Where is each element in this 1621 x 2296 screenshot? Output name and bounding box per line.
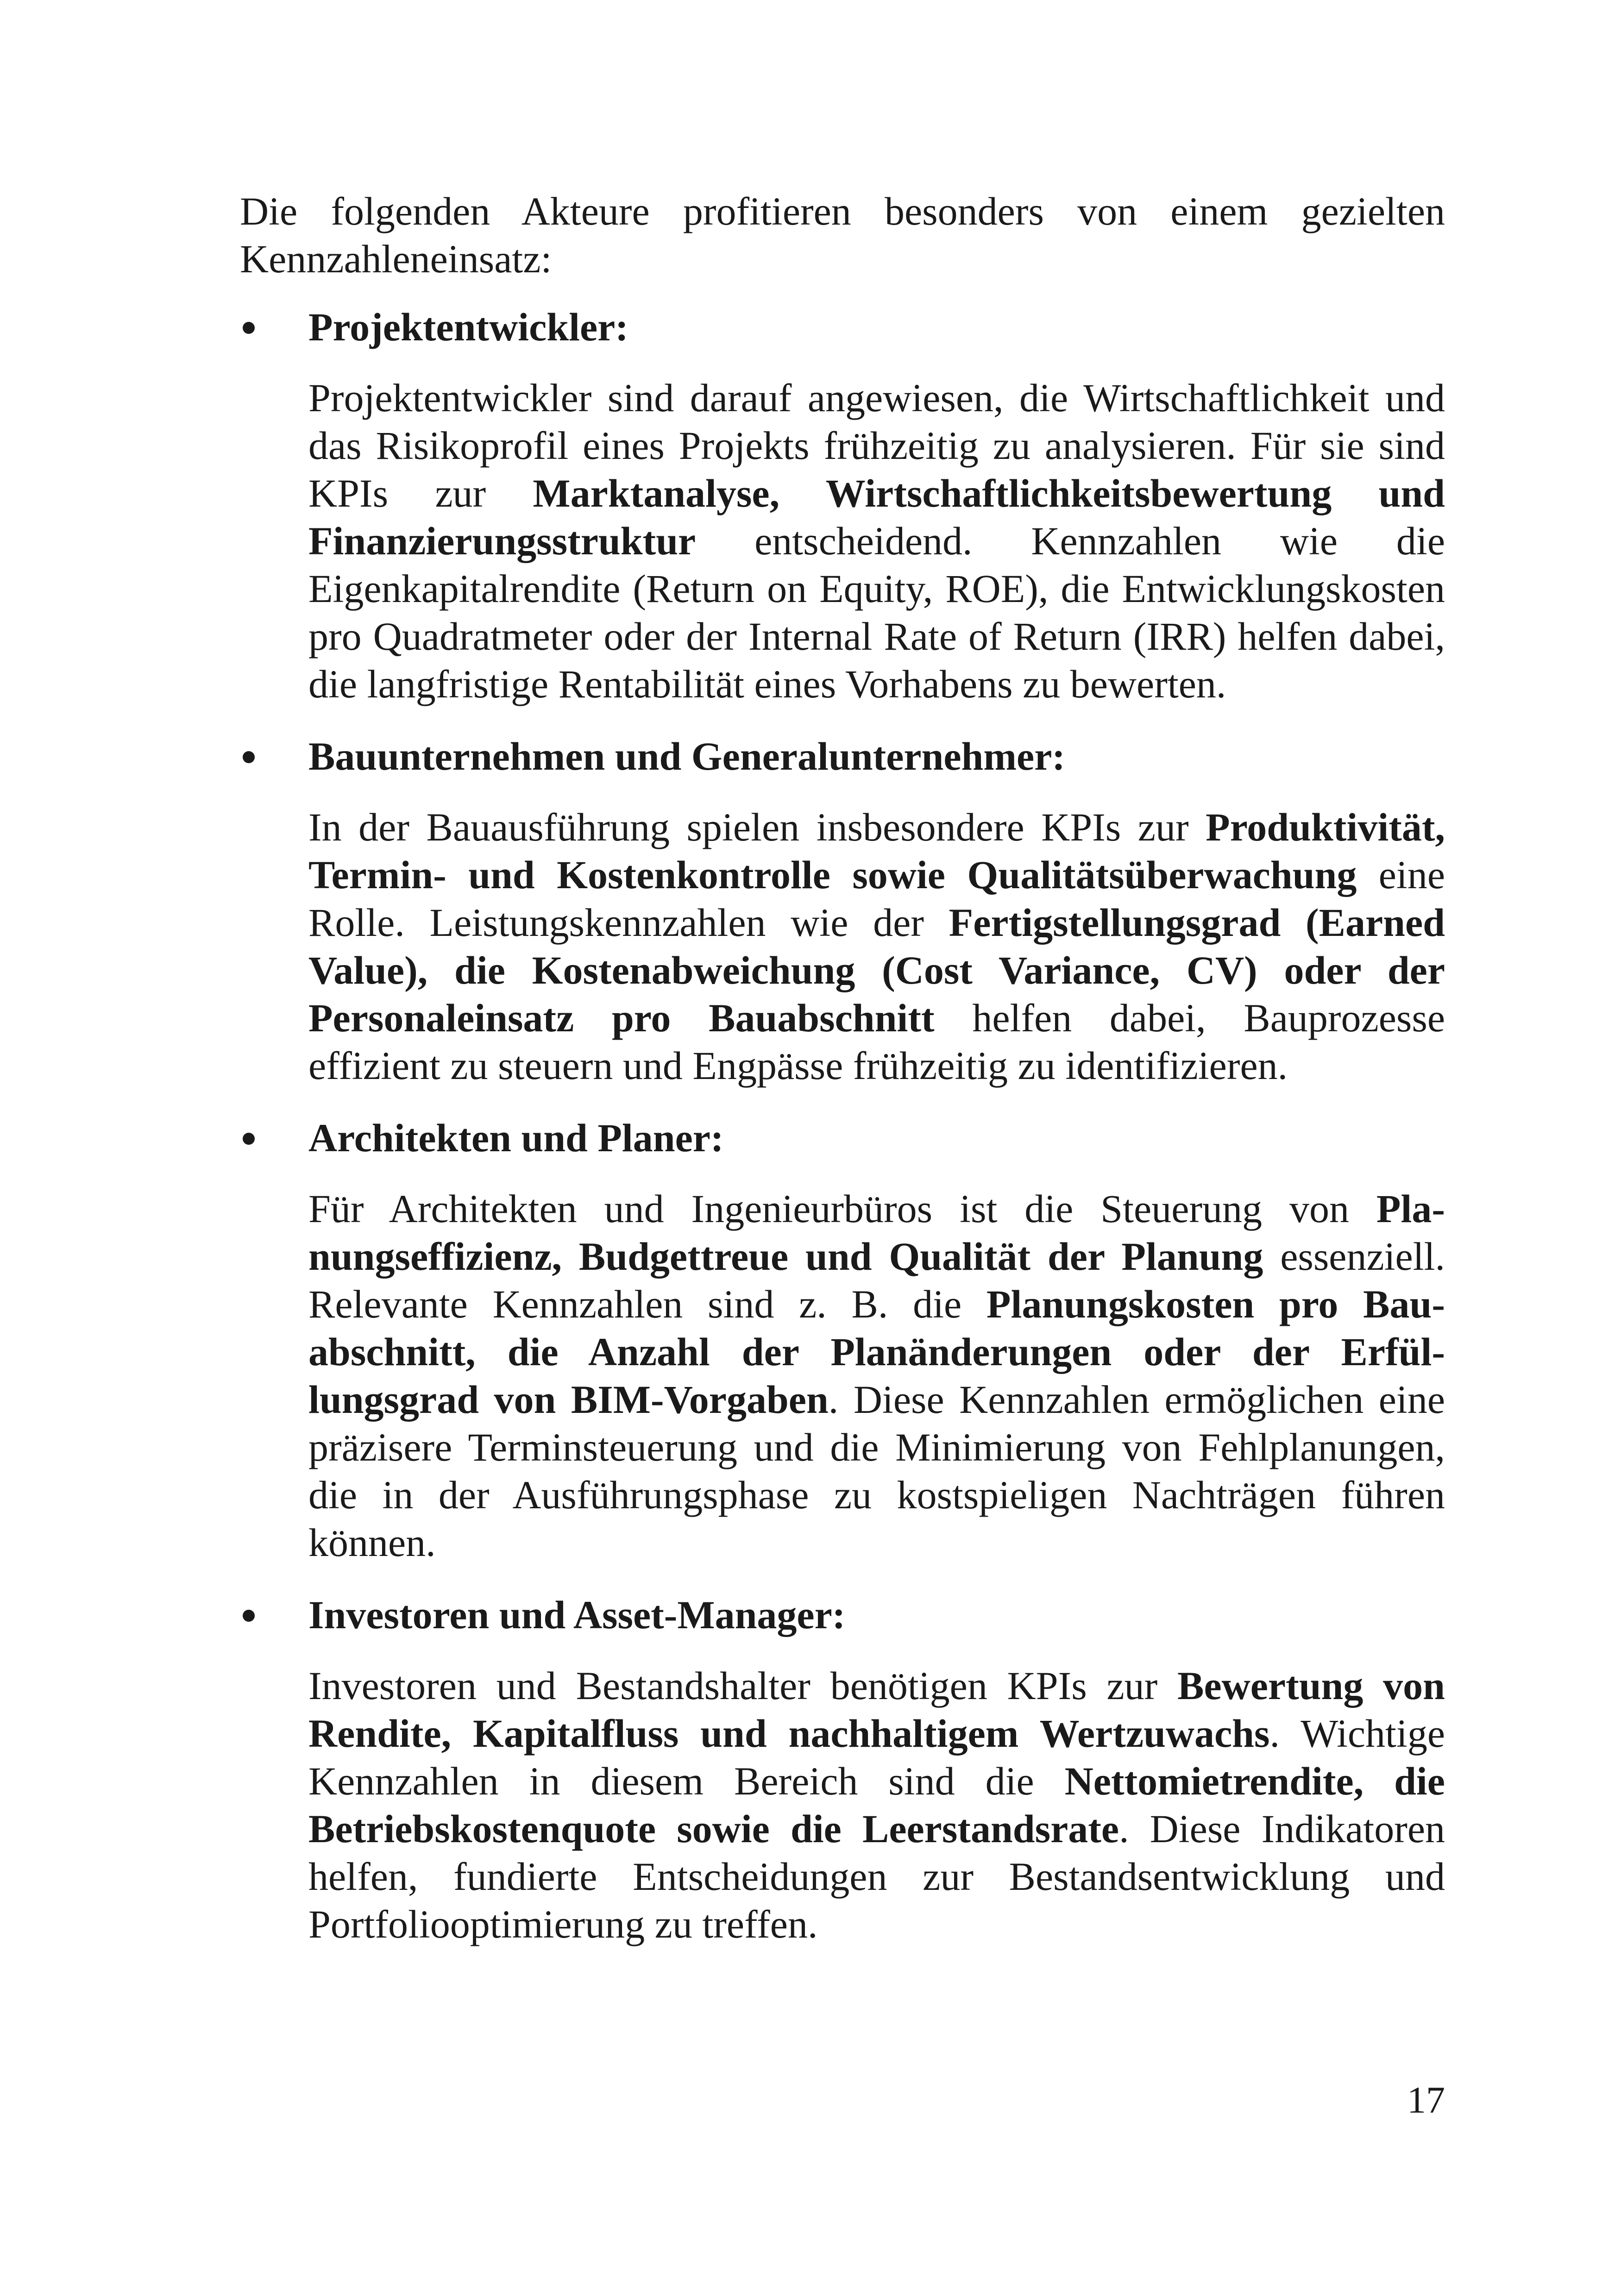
bullet-icon	[243, 1133, 255, 1145]
list-item-projektentwickler	[240, 303, 1445, 708]
item-paragraph	[308, 803, 1445, 1090]
bold-run: Nettomietrendite, die Betriebskostenquote sowie die Leerstandsrate	[308, 1759, 1445, 1851]
text-run: Projektentwickler sind darauf angewiesen, die Wirtschaftlichkeit und das Risikoprofil eines Projekts frühzeitig zu analysieren. Für sie sind KPIs zur	[308, 376, 1445, 515]
bold-run: Fertigstellungsgrad (Earned Value), die Kostenabweichung (Cost Variance, CV) oder der Personaleinsatz pro Bauabschnitt	[308, 900, 1445, 1040]
text-run: eine Rolle. Leistungskennzahlen wie der	[308, 853, 1445, 945]
item-heading: Architekten und Planer:	[308, 1116, 724, 1160]
item-heading: Projektentwickler:	[308, 305, 628, 349]
text-run: In der Bauausführung spielen insbesondere KPIs zur	[308, 805, 1206, 849]
item-heading: Bauunternehmen und Generalunternehmer:	[308, 734, 1065, 778]
text-run: . Diese Kennzahlen ermöglichen eine präzisere Terminsteuerung und die Minimierung von Fehlplanungen, die in der Ausführungsphase zu kostspieligen Nachträgen führen können.	[308, 1377, 1445, 1565]
bold-run: Marktanalyse, Wirtschaftlichkeitsbewertung und Finanzierungsstruktur	[308, 471, 1445, 563]
text-run: entscheidend. Kennzahlen wie die Eigenkapitalrendite (Return on Equity, ROE), die Entwicklungskosten pro Quadratmeter oder der Internal Rate of Return (IRR) helfen dabei, die langfristige Rentabilität eines Vorhabens zu bewerten.	[308, 519, 1445, 706]
list-item-bauunternehmen	[240, 733, 1445, 1090]
text-run: Für Architekten und Ingenieurbüros ist die Steuerung von	[308, 1186, 1376, 1231]
bullet-icon	[243, 751, 255, 763]
text-run: Investoren und Bestandshalter benötigen KPIs zur	[308, 1663, 1178, 1708]
bold-run: Bewertung von Rendite, Kapitalfluss und nachhaltigem Wertzuwachs	[308, 1663, 1445, 1756]
item-paragraph	[308, 1185, 1445, 1567]
item-paragraph	[308, 1662, 1445, 1948]
bold-run: Produktivität, Termin- und Kostenkontrolle sowie Qualitätsüberwachung	[308, 805, 1445, 897]
list-item-investoren	[240, 1591, 1445, 1948]
bold-run: Planungskosten pro Bauabschnitt, die Anzahl der Planänderungen oder der Erfüllungsgrad von BIM-Vorgaben	[308, 1282, 1445, 1422]
bold-run: Planungseffizienz, Budgettreue und Qualität der Planung	[308, 1186, 1445, 1279]
item-heading: Investoren und Asset-Manager:	[308, 1593, 846, 1637]
intro-paragraph: Die folgenden Akteure profitieren besonders von einem gezielten Kennzahleneinsatz:	[240, 189, 1445, 281]
text-run: essenziell. Relevante Kennzahlen sind z. B. die	[308, 1234, 1445, 1326]
page-number: 17	[1407, 2079, 1445, 2121]
bullet-icon	[243, 1610, 255, 1622]
text-run: helfen dabei, Bauprozesse effizient zu steuern und Engpässe frühzeitig zu identifizieren.	[308, 996, 1445, 1088]
text-run: . Diese Indikatoren helfen, fundierte Entscheidungen zur Bestandsentwicklung und Portfoliooptimierung zu treffen.	[308, 1807, 1445, 1946]
text-run: . Wichtige Kennzahlen in diesem Bereich sind die	[308, 1711, 1445, 1803]
item-paragraph	[308, 374, 1445, 708]
stakeholder-list	[240, 303, 1445, 1973]
list-item-architekten	[240, 1114, 1445, 1567]
bullet-icon	[243, 322, 255, 334]
